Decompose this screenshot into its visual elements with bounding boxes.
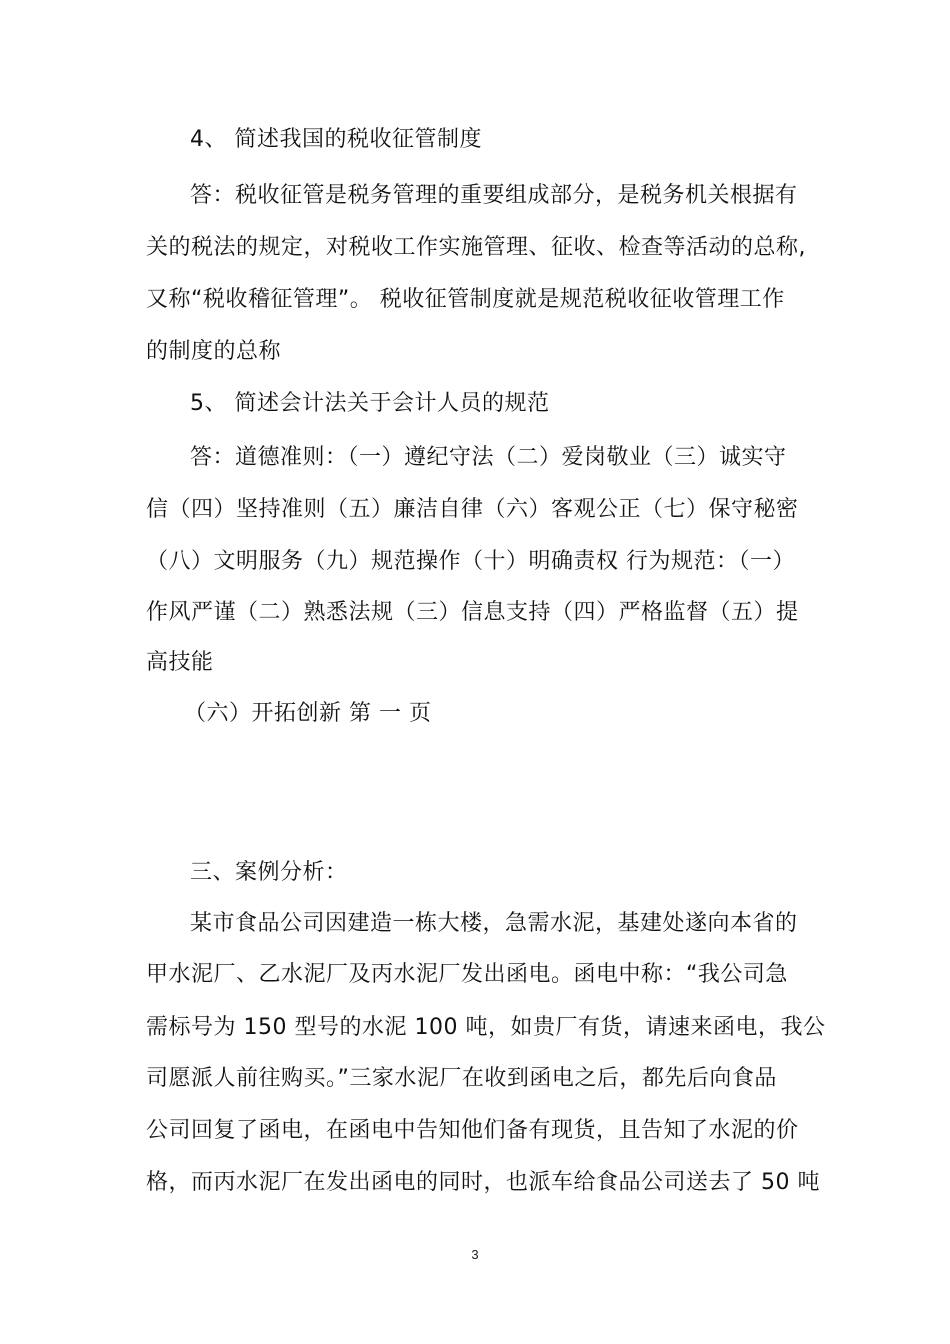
answer-4-line-4: 的制度的总称 [146, 339, 282, 364]
section-3-heading: 三、案例分析： [190, 860, 348, 885]
case-line-6: 格，而丙水泥厂在发出函电的同时，也派车给食品公司送去了 50 吨 [146, 1170, 820, 1195]
case-line-1: 某市食品公司因建造一栋大楼，急需水泥，基建处遂向本省的 [190, 911, 798, 936]
question-4-heading: 4、 简述我国的税收征管制度 [190, 127, 482, 152]
page-number: 3 [471, 1247, 479, 1262]
answer-5-line-5: 高技能 [146, 650, 214, 675]
answer-5-line-3: （八）文明服务（九）规范操作（十）明确责权 行为规范：（一） [146, 549, 795, 574]
answer-4-line-1: 答：税收征管是税务管理的重要组成部分，是税务机关根据有 [190, 183, 798, 208]
answer-5-line-1: 答：道德准则：（一）遵纪守法（二）爱岗敬业（三）诚实守 [190, 445, 787, 470]
case-line-2: 甲水泥厂、乙水泥厂及丙水泥厂发出函电。函电中称：“我公司急 [146, 962, 788, 987]
case-line-5: 公司回复了函电，在函电中告知他们备有现货，且告知了水泥的价 [146, 1118, 799, 1143]
answer-4-line-2: 关的税法的规定，对税收工作实施管理、征收、检查等活动的总称, [146, 235, 806, 260]
answer-4-line-3: 又称“税收稽征管理”。 税收征管制度就是规范税收征收管理工作 [146, 287, 785, 312]
answer-5-line-6: （六）开拓创新 第 一 页 [184, 701, 432, 726]
question-5-heading: 5、 简述会计法关于会计人员的规范 [190, 391, 550, 416]
case-line-4: 司愿派人前往购买。”三家水泥厂在收到函电之后，都先后向食品 [146, 1066, 777, 1091]
answer-5-line-4: 作风严谨（二）熟悉法规（三）信息支持（四）严格监督（五）提 [146, 600, 799, 625]
case-line-3: 需标号为 150 型号的水泥 100 吨，如贵厂有货，请速来函电，我公 [146, 1015, 826, 1040]
answer-5-line-2: 信（四）坚持准则（五）廉洁自律（六）客观公正（七）保守秘密 [146, 497, 799, 522]
